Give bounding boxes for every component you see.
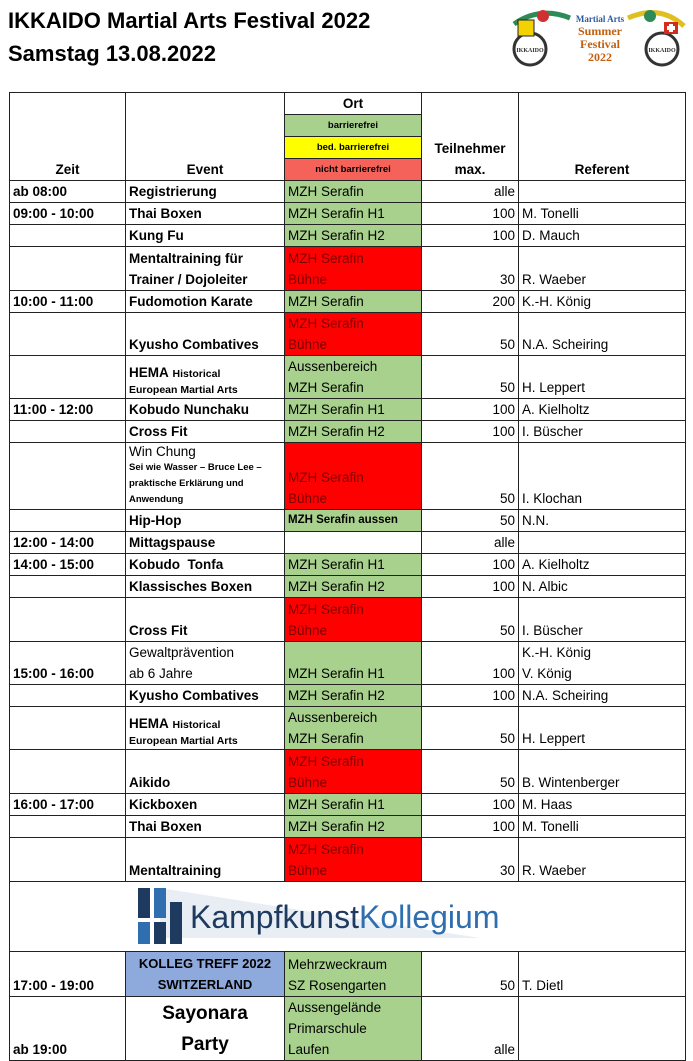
logo-right-text: IKKAIDO: [648, 48, 676, 54]
table-row: [10, 443, 686, 510]
festival-logo-graphic: [510, 4, 688, 72]
table-row: [10, 225, 686, 247]
cell-ort-line2: MZH Serafin: [288, 731, 364, 746]
cell-zeit: [10, 750, 126, 794]
cell-ort: MZH Serafin H1: [285, 399, 422, 421]
cell-referent: H. Leppert: [519, 707, 686, 750]
cell-ort: [285, 356, 422, 399]
cell-zeit: [10, 225, 126, 247]
cell-ort-line1: Aussenbereich: [288, 359, 378, 374]
cell-ort-line2: Bühne: [288, 272, 328, 287]
cell-referent: H. Leppert: [519, 356, 686, 399]
cell-ort-line2: Bühne: [288, 863, 328, 878]
table-row: [10, 313, 686, 356]
cell-event: Kyusho Combatives: [126, 313, 285, 356]
cell-max: 100: [422, 203, 519, 225]
cell-ort: MZH Serafin H2: [285, 685, 422, 707]
cell-event: Cross Fit: [126, 598, 285, 642]
cell-referent: I. Klochan: [519, 443, 686, 510]
cell-event-line1: KOLLEG TREFF 2022: [138, 956, 272, 971]
cell-referent: [519, 181, 686, 203]
cell-event-desc1: Sei wie Wasser – Bruce Lee –: [129, 462, 262, 473]
cell-ort: MZH Serafin H1: [285, 794, 422, 816]
cell-event-line1: Gewaltprävention: [129, 645, 235, 660]
col-header-teilnehmer-1: Teilnehmer: [434, 141, 506, 156]
cell-referent: T. Dietl: [519, 952, 686, 997]
cell-zeit: [10, 707, 126, 750]
cell-ort: MZH Serafin aussen: [285, 510, 422, 532]
cell-event-small: Historical: [172, 368, 221, 380]
cell-referent: N. Albic: [519, 576, 686, 598]
cell-max: 100: [422, 421, 519, 443]
cell-referent: B. Wintenberger: [519, 750, 686, 794]
schedule-table: [9, 92, 686, 1061]
cell-max: alle: [422, 997, 519, 1061]
cell-zeit: [10, 838, 126, 882]
table-row: [10, 247, 686, 291]
cell-max: 50: [422, 313, 519, 356]
cell-referent: I. Büscher: [519, 598, 686, 642]
cell-zeit: [10, 685, 126, 707]
cell-ort: [285, 532, 422, 554]
cell-referent: I. Büscher: [519, 421, 686, 443]
cell-max: 30: [422, 838, 519, 882]
legend-bed-barrierefrei: bed. barrierefrei: [285, 137, 422, 159]
cell-zeit: 09:00 - 10:00: [10, 203, 126, 225]
banner-text-a: Kampfkunst: [190, 899, 359, 935]
cell-ort: MZH Serafin: [285, 291, 422, 313]
cell-event-line2: European Martial Arts: [129, 735, 238, 747]
cell-zeit: [10, 576, 126, 598]
cell-max: 50: [422, 952, 519, 997]
cell-ort: MZH Serafin H2: [285, 816, 422, 838]
cell-zeit: [10, 816, 126, 838]
cell-zeit: [10, 510, 126, 532]
table-row: [10, 838, 686, 882]
cell-ort-line2: Bühne: [288, 337, 328, 352]
cell-referent: A. Kielholtz: [519, 554, 686, 576]
table-row: [10, 576, 686, 598]
table-row: [10, 997, 686, 1061]
cell-referent: M. Tonelli: [519, 203, 686, 225]
cell-ort-line2: Bühne: [288, 775, 328, 790]
banner-text-b: Kollegium: [358, 899, 500, 935]
cell-referent: K.-H. König: [519, 291, 686, 313]
cell-event-title: Win Chung: [129, 444, 196, 459]
logo-line3: Festival: [580, 37, 620, 51]
logo-line1: Martial Arts: [575, 14, 625, 24]
cell-ort: [285, 838, 422, 882]
cell-event: [126, 952, 285, 997]
table-row: [10, 203, 686, 225]
cell-zeit: [10, 598, 126, 642]
cell-ort-line2: Primarschule: [288, 1021, 367, 1036]
col-header-teilnehmer-2: max.: [454, 162, 486, 177]
table-row: [10, 181, 686, 203]
cell-event: Kickboxen: [126, 794, 285, 816]
cell-event: Kyusho Combatives: [126, 685, 285, 707]
cell-ort-line2: MZH Serafin: [288, 380, 364, 395]
cell-referent-line2: V. König: [522, 666, 572, 681]
kampfkunst-banner: [10, 882, 686, 952]
cell-referent-line1: K.-H. König: [522, 645, 592, 660]
cell-max: 100: [422, 794, 519, 816]
table-row: [10, 421, 686, 443]
legend-barrierefrei: barrierefrei: [285, 115, 422, 137]
cell-referent: R. Waeber: [519, 247, 686, 291]
cell-ort: MZH Serafin H1: [285, 554, 422, 576]
page-title: IKKAIDO Martial Arts Festival 2022: [8, 8, 371, 33]
table-row: [10, 554, 686, 576]
cell-max: 100: [422, 554, 519, 576]
cell-event: [126, 707, 285, 750]
cell-ort: MZH Serafin H2: [285, 576, 422, 598]
festival-logo: [510, 4, 688, 72]
cell-ort: [285, 443, 422, 510]
cell-event-line2: European Martial Arts: [129, 384, 238, 396]
cell-zeit: [10, 313, 126, 356]
cell-zeit: 10:00 - 11:00: [10, 291, 126, 313]
table-row: [10, 750, 686, 794]
cell-event: Aikido: [126, 750, 285, 794]
col-header-ort: Ort: [285, 93, 422, 115]
cell-event-line2: Party: [181, 1034, 229, 1055]
cell-max: 100: [422, 576, 519, 598]
cell-referent: N.A. Scheiring: [519, 313, 686, 356]
cell-referent: R. Waeber: [519, 838, 686, 882]
cell-ort: MZH Serafin H1: [285, 642, 422, 685]
cell-referent: [519, 532, 686, 554]
cell-max: 50: [422, 707, 519, 750]
cell-ort: [285, 997, 422, 1061]
table-row: [10, 356, 686, 399]
col-header-event: Event: [126, 93, 285, 181]
table-row: [10, 685, 686, 707]
cell-ort-line1: MZH Serafin: [288, 251, 364, 266]
cell-event: [126, 356, 285, 399]
cell-referent: N.A. Scheiring: [519, 685, 686, 707]
cell-max: 200: [422, 291, 519, 313]
cell-event: Mittagspause: [126, 532, 285, 554]
cell-event: [126, 642, 285, 685]
cell-max: 50: [422, 356, 519, 399]
cell-event: Thai Boxen: [126, 203, 285, 225]
table-row: [10, 399, 686, 421]
table-row: [10, 794, 686, 816]
cell-ort: [285, 247, 422, 291]
cell-event-line1: Sayonara: [162, 1003, 248, 1024]
cell-zeit: [10, 356, 126, 399]
svg-text:KampfkunstKollegium: [190, 899, 499, 935]
col-header-referent: Referent: [519, 93, 686, 181]
cell-referent: N.N.: [519, 510, 686, 532]
cell-event: Cross Fit: [126, 421, 285, 443]
col-header-teilnehmer: [422, 93, 519, 181]
cell-event-line2: SWITZERLAND: [157, 977, 253, 992]
cell-ort-line1: MZH Serafin: [288, 316, 364, 331]
cell-event-small: Historical: [172, 719, 221, 731]
cell-ort: [285, 750, 422, 794]
table-row: [10, 707, 686, 750]
cell-ort: [285, 313, 422, 356]
table-row: [10, 642, 686, 685]
cell-event: Klassisches Boxen: [126, 576, 285, 598]
cell-event: Fudomotion Karate: [126, 291, 285, 313]
cell-ort-line3: Laufen: [288, 1042, 330, 1057]
table-row: [10, 510, 686, 532]
banner-row: [10, 882, 686, 952]
cell-event: Registrierung: [126, 181, 285, 203]
cell-ort-line1: MZH Serafin: [288, 470, 364, 485]
cell-event-desc2: praktische Erklärung und: [129, 478, 244, 489]
cell-ort-line1: Aussenbereich: [288, 710, 378, 725]
cell-max: 50: [422, 598, 519, 642]
cell-ort: MZH Serafin H2: [285, 225, 422, 247]
cell-ort-line2: Bühne: [288, 623, 328, 638]
cell-referent: D. Mauch: [519, 225, 686, 247]
cell-max: 50: [422, 750, 519, 794]
cell-max: 100: [422, 225, 519, 247]
cell-zeit: ab 08:00: [10, 181, 126, 203]
cell-max: 50: [422, 510, 519, 532]
cell-max: 30: [422, 247, 519, 291]
cell-max: 50: [422, 443, 519, 510]
col-header-zeit: Zeit: [10, 93, 126, 181]
cell-event-line2: ab 6 Jahre: [129, 666, 193, 681]
cell-event: Thai Boxen: [126, 816, 285, 838]
kampfkunst-logo: [10, 882, 686, 951]
cell-max: 100: [422, 642, 519, 685]
cell-event: Kobudo Nunchaku: [126, 399, 285, 421]
cell-zeit: [10, 443, 126, 510]
cell-referent: [519, 997, 686, 1061]
cell-event: [126, 443, 285, 510]
cell-max: 100: [422, 685, 519, 707]
table-row: [10, 291, 686, 313]
cell-ort: [285, 598, 422, 642]
cell-ort: MZH Serafin H2: [285, 421, 422, 443]
cell-event: Kobudo Tonfa: [126, 554, 285, 576]
cell-event: [126, 247, 285, 291]
cell-zeit: 11:00 - 12:00: [10, 399, 126, 421]
cell-zeit: 17:00 - 19:00: [10, 952, 126, 997]
cell-ort-line2: Bühne: [288, 491, 328, 506]
cell-ort: [285, 707, 422, 750]
cell-event-line1: Mentaltraining für: [129, 251, 243, 266]
cell-referent: A. Kielholtz: [519, 399, 686, 421]
cell-zeit: [10, 247, 126, 291]
cell-event-bold: HEMA: [129, 716, 169, 731]
cell-event: Hip-Hop: [126, 510, 285, 532]
logo-line4: 2022: [588, 50, 612, 64]
cell-ort-line1: MZH Serafin: [288, 602, 364, 617]
cell-event: [126, 997, 285, 1061]
cell-zeit: [10, 421, 126, 443]
cell-ort-line2: SZ Rosengarten: [288, 978, 387, 993]
cell-event-bold: HEMA: [129, 365, 169, 380]
legend-nicht-barrierefrei: nicht barrierefrei: [285, 159, 422, 181]
cell-zeit: 15:00 - 16:00: [10, 642, 126, 685]
cell-event-line2: Trainer / Dojoleiter: [129, 272, 248, 287]
cell-referent: [519, 642, 686, 685]
cell-zeit: 14:00 - 15:00: [10, 554, 126, 576]
cell-max: alle: [422, 181, 519, 203]
cell-event-desc3: Anwendung: [129, 494, 184, 505]
cell-ort: MZH Serafin H1: [285, 203, 422, 225]
cell-zeit: 12:00 - 14:00: [10, 532, 126, 554]
cell-zeit: 16:00 - 17:00: [10, 794, 126, 816]
cell-max: 100: [422, 816, 519, 838]
cell-zeit: ab 19:00: [10, 997, 126, 1061]
table-row: [10, 532, 686, 554]
cell-ort-line1: Mehrzweckraum: [288, 957, 388, 972]
table-row: [10, 952, 686, 997]
table-row: [10, 598, 686, 642]
cell-referent: M. Haas: [519, 794, 686, 816]
page-subtitle: Samstag 13.08.2022: [8, 41, 216, 66]
logo-left-text: IKKAIDO: [516, 48, 544, 54]
cell-ort-line1: MZH Serafin: [288, 754, 364, 769]
cell-ort: MZH Serafin: [285, 181, 422, 203]
cell-event: Mentaltraining: [126, 838, 285, 882]
header-row: [10, 93, 686, 115]
cell-ort: [285, 952, 422, 997]
table-row: [10, 816, 686, 838]
logo-line2: Summer: [578, 24, 622, 38]
cell-referent: M. Tonelli: [519, 816, 686, 838]
cell-max: 100: [422, 399, 519, 421]
cell-max: alle: [422, 532, 519, 554]
cell-event: Kung Fu: [126, 225, 285, 247]
cell-ort-line1: Aussengelände: [288, 1000, 382, 1015]
cell-ort-line1: MZH Serafin: [288, 842, 364, 857]
